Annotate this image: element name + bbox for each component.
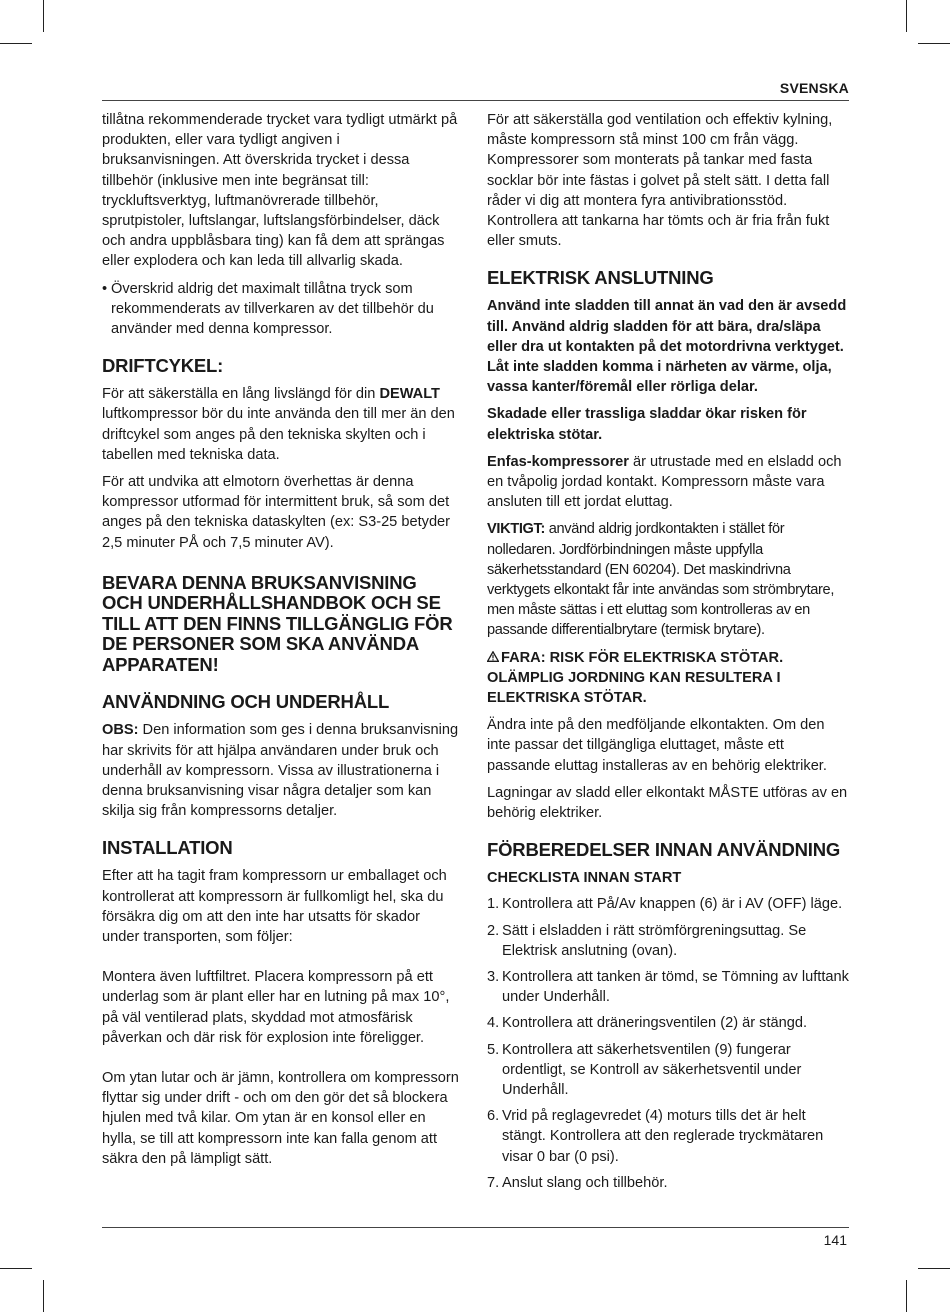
checklist-item: 7. Anslut slang och tillbehör. (487, 1174, 668, 1191)
damaged-cord-warning: Skadade eller trassliga sladdar ökar risken för elektriska stötar. (487, 406, 807, 443)
checklist-item: 1. Kontrollera att På/Av knappen (6) är i AV (OFF) läge. (487, 896, 843, 913)
installation-heading: INSTALLATION (102, 837, 233, 859)
checklist-item: 6. Vrid på reglagevredet (4) moturs tills det är helt stängt. Kontrollera att den reglerade tryckmätaren visar 0 bar (0 psi). (487, 1108, 824, 1165)
checklist (487, 894, 849, 1193)
language-label: SVENSKA (779, 80, 849, 96)
driftcykel-heading: DRIFTCYKEL: (102, 355, 224, 377)
checklist-item: 2. Sätt i elsladden i rätt strömförgreningsuttag. Se Elektrisk anslutning (ovan). (487, 922, 807, 959)
driftcykel-paragraph-1: För att säkerställa en lång livslängd för din DEWALT luftkompressor bör du inte använda den till mer än den driftcykel som anges på den tekniska skylten och i tabellen med tekniska data. (102, 386, 455, 463)
installation-paragraph-1: Efter att ha tagit fram kompressorn ur emballaget och kontrollerat att kompressorn är fullkomligt hel, ska du försäkra dig om att den inte har utsatts för skador under transporten, som följer: (102, 868, 447, 945)
warning-icon (487, 648, 501, 668)
obs-label: OBS: (102, 722, 139, 739)
page-number: 141 (823, 1232, 847, 1248)
repair-paragraph: Lagningar av sladd eller elkontakt MÅSTE utföras av en behörig elektriker. (487, 784, 848, 822)
crop-mark (43, 1280, 44, 1312)
bullet-text: Överskrid aldrig det maximalt tillåtna tryck som rekommenderats av tillverkaren av det tillbehör du använder med denna kompressor. (111, 280, 434, 338)
crop-mark (918, 1268, 950, 1269)
crop-mark (0, 43, 32, 44)
danger-warning: FARA: RISK FÖR ELEKTRISKA STÖTAR. OLÄMPLIG JORDNING KAN RESULTERA I ELEKTRISKA STÖTAR. (487, 649, 784, 707)
crop-mark (906, 1280, 907, 1312)
obs-paragraph: OBS: Den information som ges i denna bruksanvisning har skrivits för att hjälpa användaren under bruk och underhåll av kompressorn. Vissa av illustrationerna i denna bruksanvisning visar några detaljer som kan skilja sig från kompressorns detaljer. (102, 722, 459, 820)
ventilation-paragraph: För att säkerställa god ventilation och effektiv kylning, måste kompressorn stå minst 100 cm från vägg. Kompressorer som monterats på tankar med fasta socklar bör inte fästas i golvet på stelt sätt. I detta fall råder vi dig att montera fyra antivibrationsstöd. Kontrollera att tankarna har tömts och är fria från fukt eller smuts. (487, 112, 833, 250)
driftcykel-paragraph-2: För att undvika att elmotorn överhettas är denna kompressor utformad för intermittent bruk, så som det anges på den tekniska dataskylten (ex: S3-25 betyder 2,5 minuter PÅ och 7,5 minuter AV). (102, 474, 451, 551)
modify-plug-paragraph: Ändra inte på den medföljande elkontakten. Om den inte passar det tillgängliga eluttaget, måste ett passande eluttag installeras av en behörig elektriker. (487, 717, 827, 774)
cord-warning: Använd inte sladden till annat än vad den är avsedd till. Använd aldrig sladden för att bära, dra/släpa eller dra ut kontakten på det motordrivna verktyget. Låt inte sladden komma i närheten av värme, olja, vassa kanter/föremål eller rörliga delar. (487, 298, 847, 396)
installation-paragraph-2: Montera även luftfiltret. Placera kompressorn på ett underlag som är plant eller har en lutning på max 10°, på väl ventilerad plats, skyddad mot atmosfärisk påverkan och där risk för explosion inte föreligger. (102, 969, 450, 1046)
header-rule (102, 100, 849, 101)
crop-mark (0, 1268, 32, 1269)
crop-mark (43, 0, 44, 32)
brand-name: DEWALT (379, 386, 440, 403)
bullet-item (102, 279, 460, 340)
keep-manual-heading: BEVARA DENNA BRUKSANVISNING OCH UNDERHÅLLSHANDBOK OCH SE TILL ATT DEN FINNS TILLGÄNGLIG FÖR DE PERSONER SOM SKA ANVÄNDA APPARATEN! (102, 571, 453, 675)
checklist-item: 3. Kontrollera att tanken är tömd, se Tömning av lufttank under Underhåll. (487, 968, 849, 1006)
single-phase-label: Enfas-kompressorer (487, 453, 629, 470)
right-column (487, 110, 849, 1199)
installation-paragraph-3: Om ytan lutar och är jämn, kontrollera om kompressorn flyttar sig under drift - och om den gör det så blockera hjulen med två kilar. Om ytan är en konsol eller en hylla, se till att kompressorn inte kan falla genom att säkra den på lämpligt sätt. (102, 1070, 459, 1167)
important-paragraph: VIKTIGT: använd aldrig jordkontakten i stället för nolledaren. Jordförbindningen måste uppfylla säkerhetsstandard (EN 60204). Det maskindrivna verktygets elkontakt får inte användas som strömbrytare, men måste sättas i ett eluttag som kontrolleras av en passande differentialbrytare (termisk brytare). (487, 521, 835, 639)
left-column (102, 110, 460, 1176)
important-label: VIKTIGT: (487, 521, 546, 538)
intro-paragraph: tillåtna rekommenderade trycket vara tydligt utmärkt på produkten, eller vara tydligt angiven i bruksanvisningen. Att överskrida trycket i dessa tillbehör (inklusive men inte begränsat till: tryckluftsverktyg, luftmanövrerade tillbehör, sprutpistoler, luftslangar, luftslangsförbindelser, däck och andra uppblåsbara ting) kan få dem att sprängas eller explodera och kan leda till allvarlig skada. (102, 112, 458, 270)
single-phase-paragraph: Enfas-kompressorer är utrustade med en elsladd och en tvåpolig jordad kontakt. Kompressorn måste vara ansluten till ett jordat eluttag. (487, 453, 842, 511)
electric-heading: ELEKTRISK ANSLUTNING (487, 267, 714, 289)
crop-mark (918, 43, 950, 44)
footer-rule (102, 1227, 849, 1228)
usage-heading: ANVÄNDNING OCH UNDERHÅLL (102, 691, 390, 713)
checklist-item: 4. Kontrollera att dräneringsventilen (2) är stängd. (487, 1015, 808, 1032)
preparation-heading: FÖRBEREDELSER INNAN ANVÄNDNING (487, 839, 841, 861)
bullet-symbol: • (102, 280, 108, 297)
checklist-subheading: CHECKLISTA INNAN START (487, 870, 682, 887)
crop-mark (906, 0, 907, 32)
checklist-item: 5. Kontrollera att säkerhetsventilen (9) fungerar ordentligt, se Kontroll av säkerhetsventil under Underhåll. (487, 1041, 802, 1098)
